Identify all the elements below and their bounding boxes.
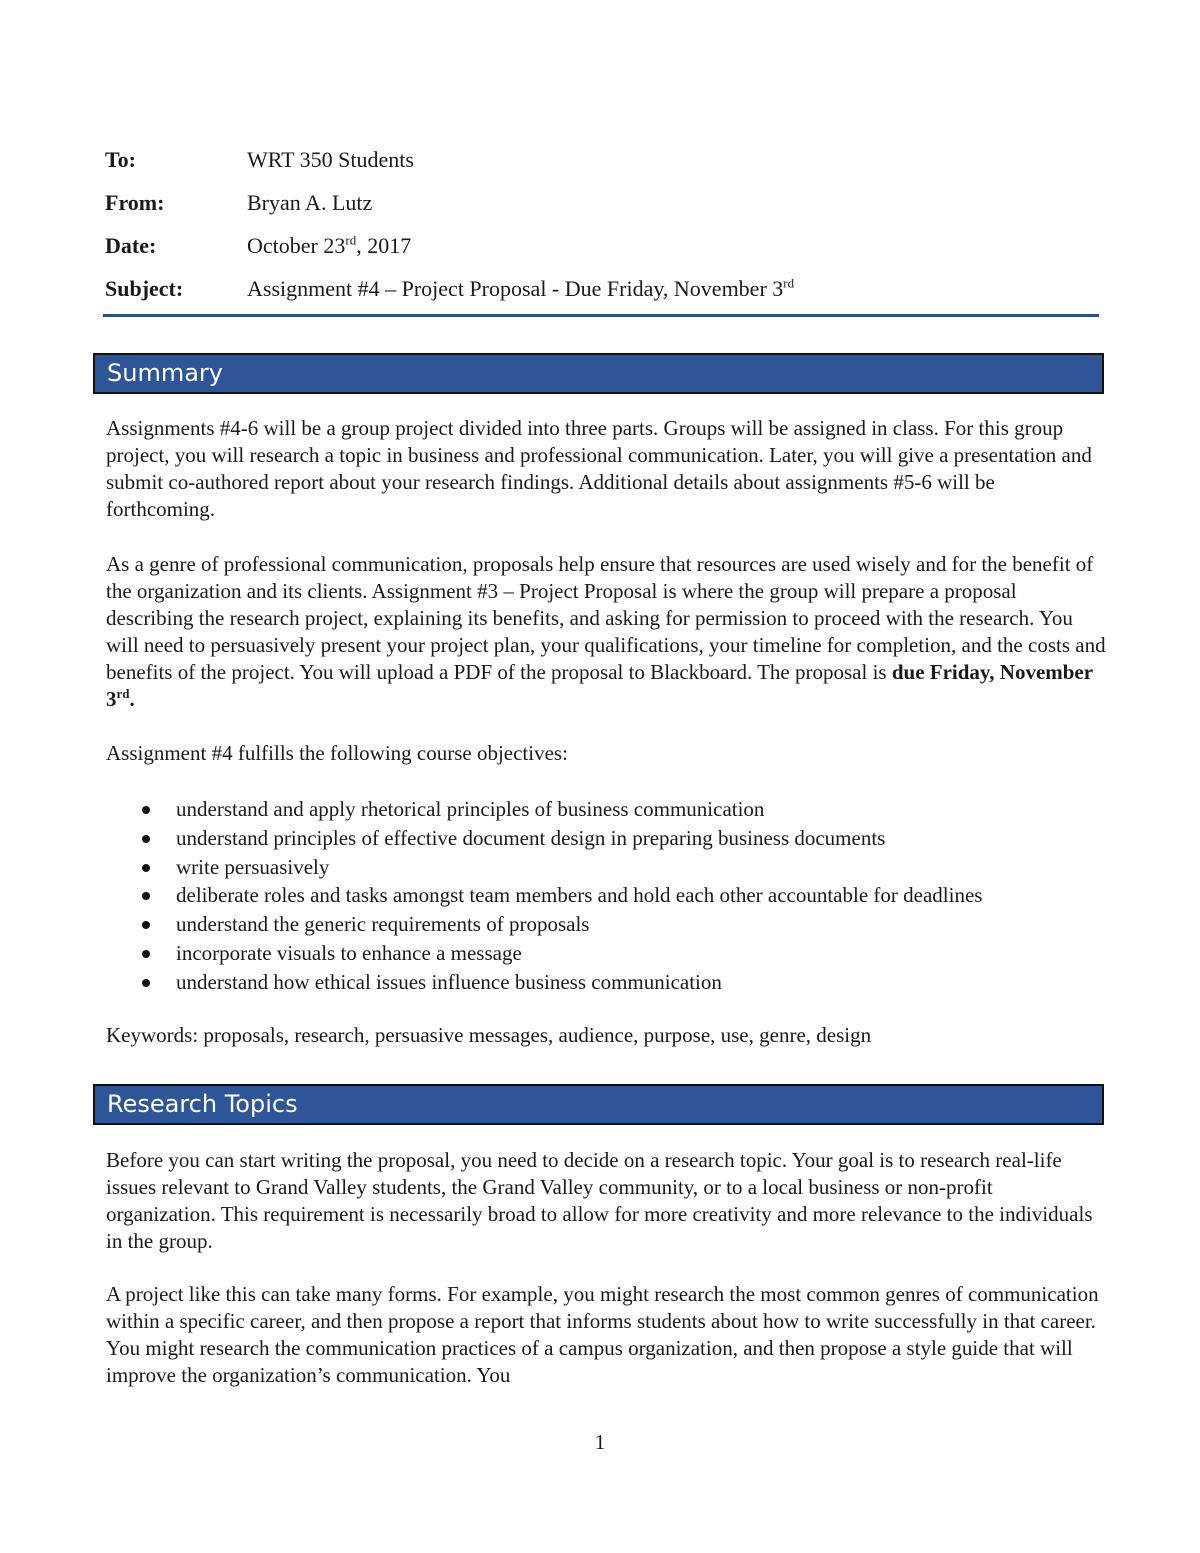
memo-subject-suffix: rd (783, 275, 795, 291)
summary-paragraph-2-text: As a genre of professional communication, proposals help ensure that resources are used wisely and for the benefit of the organization and its clients. Assignment #3 – Project Proposal is where the group will prepare a proposal describing the research project, explaining its benefits, and asking for permission to proceed with the research. You will need to persuasively present your project plan, your qualifications, your timeline for completion, and the costs and benefits of the project. You will upload a PDF of the proposal to Blackboard. The proposal is (106, 552, 1106, 684)
research-topics-heading: Research Topics (93, 1084, 1104, 1125)
due-date-suffix: rd (116, 686, 130, 701)
bullet-icon (142, 950, 150, 958)
memo-from-value: Bryan A. Lutz (247, 189, 373, 215)
bullet-icon (142, 979, 150, 987)
bullet-icon (142, 892, 150, 900)
research-paragraph-2: A project like this can take many forms. For example, you might research the most common genres of communication within a specific career, and then propose a report that informs students about how to write successfully in that career. You might research the communication practices of a campus organization, and then propose a style guide that will improve the organization’s communication. You (106, 1282, 1099, 1387)
research-paragraph-1: Before you can start writing the proposal, you need to decide on a research topic. Your goal is to research real-life issues relevant to Grand Valley students, the Grand Valley community, or to a local business or non-profit organization. This requirement is necessarily broad to allow for more creativity and more relevance to the individuals in the group. (106, 1148, 1093, 1253)
due-date-period: . (129, 687, 135, 711)
page-number: 1 (594, 1430, 606, 1454)
bullet-icon (142, 921, 150, 929)
memo-from-label: From: (105, 189, 165, 215)
memo-to-value: WRT 350 Students (247, 146, 414, 172)
memo-date-main: October 23 (247, 232, 346, 258)
bullet-icon (142, 806, 150, 814)
memo-date-value (247, 233, 411, 259)
list-item (106, 853, 1106, 882)
memo-subject-row (105, 267, 1100, 310)
summary-paragraph-1: Assignments #4-6 will be a group project divided into three parts. Groups will be assigned in class. For this group project, you will research a topic in business and professional communication. Later, you will give a presentation and submit co-authored report about your research findings. Additional details about assignments #5-6 will be forthcoming. (106, 416, 1092, 521)
list-item (106, 881, 1106, 910)
memo-date-row (105, 224, 1100, 267)
memo-date-year: , 2017 (356, 232, 412, 258)
list-item (106, 824, 1106, 853)
bullet-icon (142, 864, 150, 872)
memo-to-label: To: (105, 146, 136, 172)
memo-to-row (105, 138, 1100, 181)
objective-text: write persuasively (176, 854, 330, 879)
list-item (106, 910, 1106, 939)
objective-text: understand and apply rhetorical principles of business communication (176, 797, 765, 821)
memo-subject-main: Assignment #4 – Project Proposal - Due Friday, November 3 (247, 275, 784, 301)
memo-date-suffix: rd (345, 232, 357, 248)
memo-date-label: Date: (105, 232, 157, 258)
objectives-intro: Assignment #4 fulfills the following course objectives: (106, 741, 568, 765)
memo-subject-value (247, 276, 794, 302)
objective-text: understand principles of effective document design in preparing business documents (176, 825, 886, 850)
list-item (106, 939, 1106, 968)
objective-text: understand how ethical issues influence business communication (176, 969, 722, 994)
memo-header (105, 138, 1100, 310)
memo-from-row (105, 181, 1100, 224)
summary-heading: Summary (93, 353, 1104, 394)
list-item (106, 968, 1106, 997)
due-date-text: due Friday, November 3 (106, 660, 1093, 711)
summary-paragraph-2 (106, 551, 1106, 713)
memo-divider (103, 314, 1099, 317)
memo-subject-label: Subject: (105, 275, 184, 301)
keywords-line: Keywords: proposals, research, persuasive messages, audience, purpose, use, genre, design (106, 1023, 872, 1047)
objective-text: incorporate visuals to enhance a message (176, 940, 522, 965)
list-item (106, 795, 1106, 824)
objective-text: deliberate roles and tasks amongst team members and hold each other accountable for deadlines (176, 883, 983, 908)
bullet-icon (142, 835, 150, 843)
objective-text: understand the generic requirements of proposals (176, 912, 590, 937)
objectives-list (106, 795, 1106, 997)
